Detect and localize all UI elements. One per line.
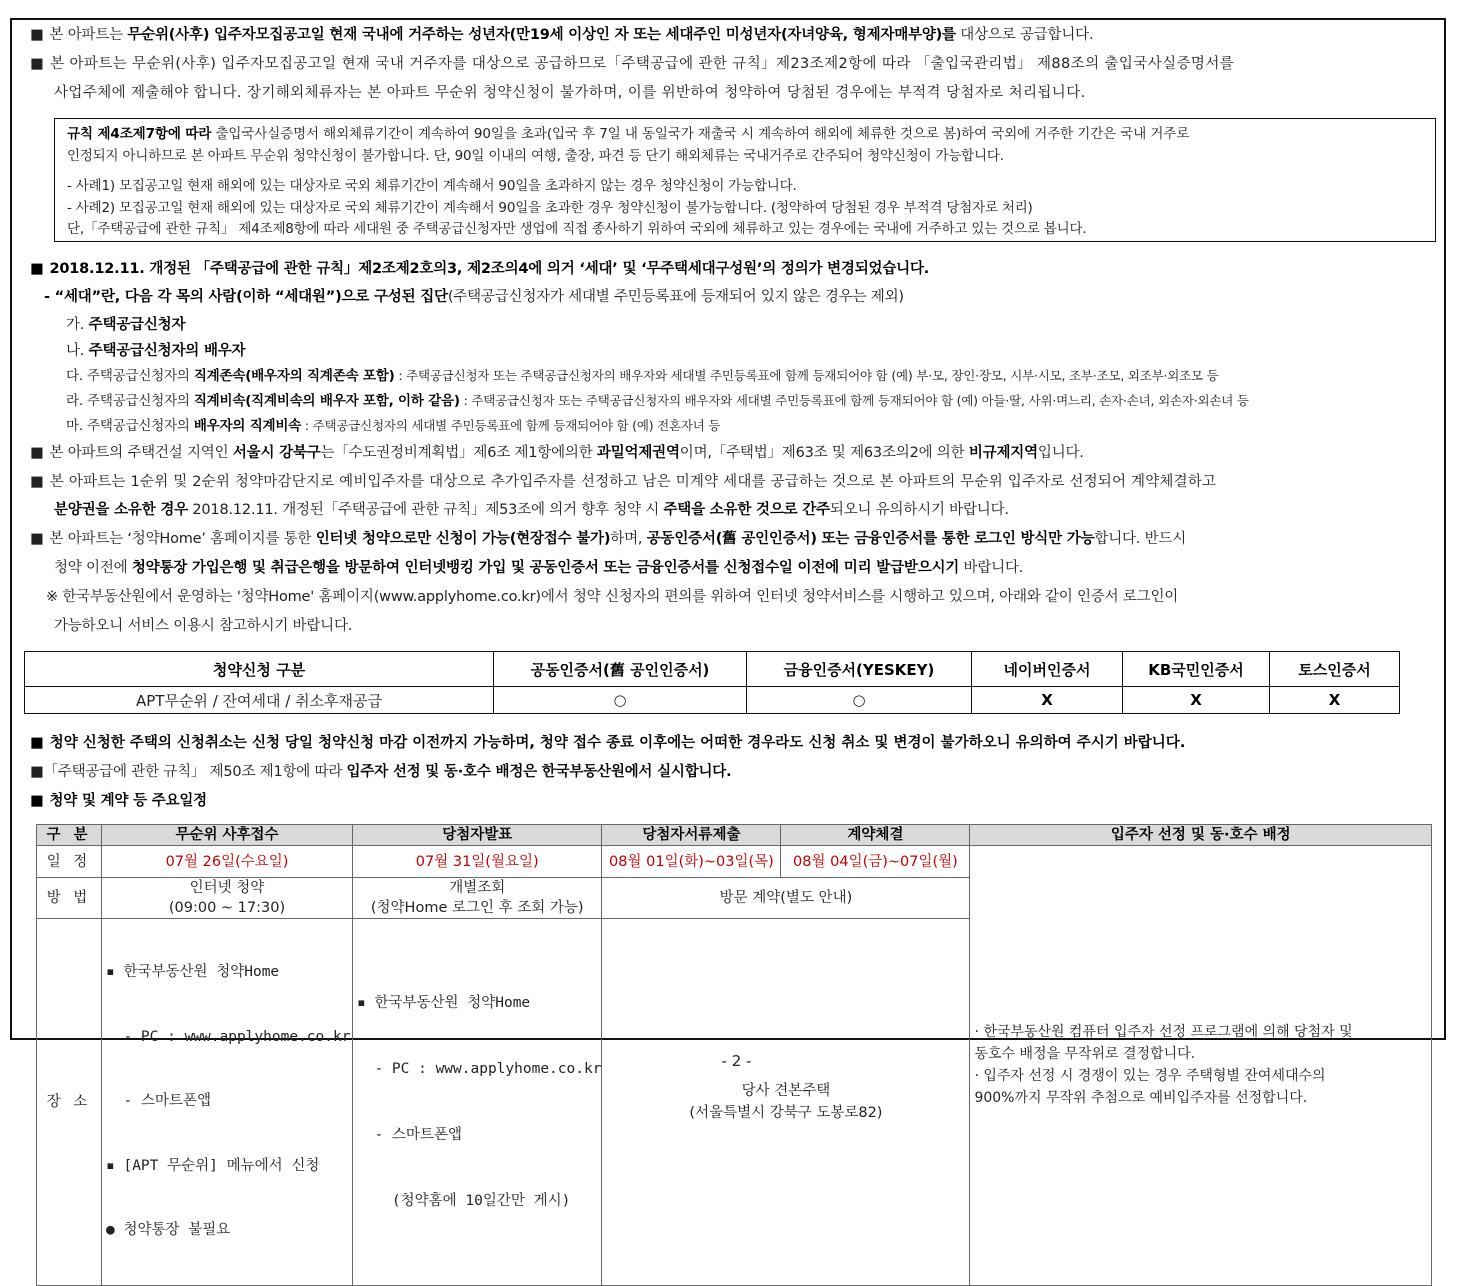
- assign-line: · 입주자 선정 시 경쟁이 있는 경우 주택형별 잔여세대수의: [974, 1068, 1326, 1085]
- household-heading: ■ 2018.12.11. 개정된 「주택공급에 관한 규칙」제2조제2호의3, 제2조의4에 의거 ‘세대’ 및 ‘무주택세대구성원’의 정의가 변경되었습니다.: [30, 261, 930, 277]
- cert-cell: X: [972, 687, 1123, 714]
- place-line: - 스마트폰앱: [106, 1093, 211, 1109]
- para-reserve: ■ 본 아파트는 1순위 및 2순위 청약마감단지로 예비입주자를 대상으로 추가입주자를 선정하고 남은 미계약 세대를 공급하는 것으로 본 아파트의 무순위 입주자로 선정되어 계약체결하고: [30, 474, 1217, 490]
- schedule-method: 방문 계약(별도 안내): [602, 878, 970, 919]
- schedule-method: [353, 878, 602, 919]
- cert-row: [25, 687, 1400, 714]
- box-line1: 규칙 제4조제7항에 따라 출입국사실증명서 해외체류기간이 계속하여 90일을 초과(입국 후 7일 내 동일국가 재출국 시 계속하여 해외에 체류한 것으로 봄)하여 국외에 거주한 기간은 국내 거주로: [67, 126, 1190, 142]
- place-line: - 스마트폰앱: [357, 1126, 462, 1143]
- assign-line: · 한국부동산원 컴퓨터 입주자 선정 프로그램에 의해 당첨자 및: [974, 1024, 1353, 1041]
- cert-header: KB국민인증서: [1123, 652, 1270, 687]
- cert-header: 토스인증서: [1270, 652, 1400, 687]
- page-number: - 2 -: [721, 1052, 752, 1070]
- cert-cell: X: [1270, 687, 1400, 714]
- cert-cell: X: [1123, 687, 1270, 714]
- cert-cell: ○: [747, 687, 972, 714]
- cert-cell: APT무순위 / 잔여세대 / 취소후재공급: [25, 687, 494, 714]
- place-line: - PC : www.applyhome.co.kr: [106, 1028, 351, 1045]
- para-cancel: ■ 청약 신청한 주택의 신청취소는 신청 당일 청약신청 마감 이전까지 가능하며, 청약 접수 종료 이후에는 어떠한 경우라도 신청 취소 및 변경이 불가하오니 유의하여 주시기 바랍니다.: [30, 735, 1186, 751]
- household-definition: - “세대”란, 다음 각 목의 사람(이하 “세대원”)으로 구성된 집단(주택공급신청자가 세대별 주민등록표에 등재되어 있지 않은 경우는 제외): [44, 289, 904, 305]
- cert-header: 금융인증서(YESKEY): [747, 652, 972, 687]
- cert-cell: ○: [494, 687, 747, 714]
- schedule-header: 계약체결: [781, 825, 970, 846]
- household-item-na: 나. 주택공급신청자의 배우자: [66, 343, 246, 359]
- schedule-place: [353, 919, 602, 1286]
- cert-header: 청약신청 구분: [25, 652, 494, 687]
- cert-header-row: [25, 652, 1400, 687]
- cert-header: 네이버인증서: [972, 652, 1123, 687]
- schedule-row-label: 방 법: [37, 878, 102, 919]
- place-line: (서울특별시 강북구 도봉로82): [689, 1104, 883, 1121]
- schedule-method: [102, 878, 353, 919]
- box-note: 단,「주택공급에 관한 규칙」 제4조제8항에 따라 세대원 중 주택공급신청자만 생업에 직접 종사하기 위하여 국외에 체류하고 있는 경우에는 국내에 거주하고 있는 것으로 봅니다.: [67, 221, 1087, 237]
- schedule-header: 당첨자서류제출: [602, 825, 781, 846]
- schedule-date-row: [37, 846, 1432, 878]
- place-line: ▪ 한국부동산원 청약Home: [106, 964, 280, 980]
- para-online: ■ 본 아파트는 ‘청약Home’ 홈페이지를 통한 인터넷 청약으로만 신청이 가능(현장접수 불가)하며, 공동인증서(舊 공인인증서) 또는 금융인증서를 통한 로그인 방식만 가능합니다. 반드시: [30, 531, 1187, 547]
- assign-line: 900%까지 무작위 추첨으로 예비입주자를 선정합니다.: [974, 1090, 1308, 1107]
- document-frame: [10, 18, 1446, 1238]
- schedule-row-label: 일 정: [37, 846, 102, 878]
- place-line: ● 청약통장 불필요: [106, 1222, 231, 1238]
- box-case2: - 사례2) 모집공고일 현재 해외에 있는 대상자로 국외 체류기간이 계속해서 90일을 초과한 경우 청약신청이 불가능합니다. (청약하여 당첨된 경우 부적격 당첨자로 처리): [67, 200, 1033, 216]
- schedule-place: [602, 919, 970, 1286]
- schedule-header: 당첨자발표: [353, 825, 602, 846]
- para-region: ■ 본 아파트의 주택건설 지역인 서울시 강북구는「수도권정비계획법」제6조 제1항에의한 과밀억제권역이며,「주택법」제63조 및 제63조의2에 의한 비규제지역입니다.: [30, 445, 1084, 461]
- schedule-row-label: 장 소: [37, 919, 102, 1286]
- schedule-date: 08월 01일(화)~03일(목): [602, 846, 781, 878]
- household-item-ma: 마. 주택공급신청자의 배우자의 직계비속 : 주택공급신청자의 세대별 주민등록표에 함께 등재되어야 함 (예) 전혼자녀 등: [66, 418, 721, 434]
- household-item-ra: 라. 주택공급신청자의 직계비속(직계비속의 배우자 포함, 이하 같음) : 주택공급신청자 또는 주택공급신청자의 배우자와 세대별 주민등록표에 함께 등재되어야 함 (예) 아들·딸, 사위·며느리, 손자·손녀, 외손자·외손녀 등: [66, 393, 1249, 409]
- certificate-table: [24, 651, 1400, 714]
- place-line: - PC : www.applyhome.co.kr: [357, 1060, 602, 1077]
- schedule-place: [102, 919, 353, 1286]
- box-case1: - 사례1) 모집공고일 현재 해외에 있는 대상자로 국외 체류기간이 계속해서 90일을 초과하지 않는 경우 청약신청이 가능합니다.: [67, 178, 797, 194]
- para-online-cont: 청약 이전에 청약통장 가입은행 및 취급은행을 방문하여 인터넷뱅킹 가입 및 공동인증서 또는 금융인증서를 신청접수일 이전에 미리 발급받으시기 바랍니다.: [54, 560, 1024, 576]
- place-line: ▪ 한국부동산원 청약Home: [357, 994, 531, 1011]
- place-line: ▪ [APT 무순위] 메뉴에서 신청: [106, 1157, 320, 1174]
- place-line: (청약홈에 10일간만 게시): [357, 1192, 571, 1209]
- overseas-notice-box: [54, 118, 1436, 242]
- schedule-heading: ■ 청약 및 계약 등 주요일정: [30, 793, 207, 809]
- household-item-da: 다. 주택공급신청자의 직계존속(배우자의 직계존속 포함) : 주택공급신청자 또는 주택공급신청자의 배우자와 세대별 주민등록표에 함께 등재되어야 함 (예) 부·모, 장인·장모, 시부·시모, 조부·조모, 외조부·외조모 등: [66, 368, 1219, 384]
- para-reserve-cont: 분양권을 소유한 경우 2018.12.11. 개정된「주택공급에 관한 규칙」제53조에 의거 향후 청약 시 주택을 소유한 것으로 간주되오니 유의하시기 바랍니다.: [54, 502, 1009, 518]
- schedule-date: 07월 26일(수요일): [102, 846, 353, 878]
- method-line: (청약Home 로그인 후 조회 가능): [370, 900, 584, 916]
- schedule-header: 입주자 선정 및 동·호수 배정: [970, 825, 1432, 846]
- place-line: 당사 견본주택: [741, 1082, 831, 1099]
- para-eligibility: ■ 본 아파트는 무순위(사후) 입주자모집공고일 현재 국내에 거주하는 성년자(만19세 이상인 자 또는 세대주인 미성년자(자녀양육, 형제자매부양)를 대상으로 공급합니다.: [30, 27, 1094, 43]
- cert-header: 공동인증서(舊 공인인증서): [494, 652, 747, 687]
- assign-line: 동호수 배정을 무작위로 결정합니다.: [974, 1046, 1196, 1063]
- schedule-header: 구 분: [37, 825, 102, 846]
- para-immigration-cont: 사업주체에 제출해야 합니다. 장기해외체류자는 본 아파트 무순위 청약신청이 불가하며, 이를 위반하여 청약하여 당첨된 경우에는 부적격 당첨자로 처리됩니다.: [54, 85, 1086, 101]
- para-online-note-cont: 가능하오니 서비스 이용시 참고하시기 바랍니다.: [54, 618, 353, 634]
- schedule-header-row: [37, 825, 1432, 846]
- household-item-ga: 가. 주택공급신청자: [66, 317, 186, 333]
- method-line: 인터넷 청약: [189, 880, 265, 896]
- para-assign: ■「주택공급에 관한 규칙」 제50조 제1항에 따라 입주자 선정 및 동·호수 배정은 한국부동산원에서 실시합니다.: [30, 764, 732, 780]
- method-line: 개별조회: [449, 880, 506, 896]
- schedule-header: 무순위 사후접수: [102, 825, 353, 846]
- method-line: (09:00 ~ 17:30): [168, 900, 286, 916]
- para-immigration: ■ 본 아파트는 무순위(사후) 입주자모집공고일 현재 국내 거주자를 대상으로 공급하므로「주택공급에 관한 규칙」제23조제2항에 따라 「출입국관리법」 제88조의 출입국사실증명서를: [30, 56, 1235, 72]
- schedule-date: 07월 31일(월요일): [353, 846, 602, 878]
- schedule-date: 08월 04일(금)~07일(월): [781, 846, 970, 878]
- box-line2: 인정되지 아니하므로 본 아파트 무순위 청약신청이 불가합니다. 단, 90일 이내의 여행, 출장, 파견 등 단기 해외체류는 국내거주로 간주되어 청약신청이 가능합니다.: [67, 148, 1004, 164]
- para-online-note: ※ 한국부동산원에서 운영하는 '청약Home' 홈페이지(www.applyhome.co.kr)에서 청약 신청자의 편의를 위하여 인터넷 청약서비스를 시행하고 있으며, 아래와 같이 인증서 로그인이: [46, 589, 1179, 605]
